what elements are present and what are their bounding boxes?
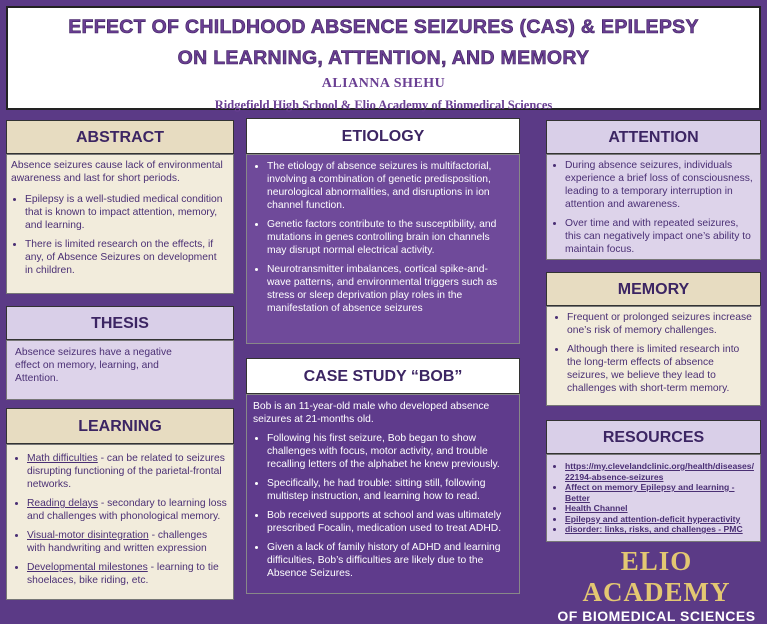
learning-item xyxy=(27,529,227,555)
etiology-list xyxy=(253,160,511,315)
case-study-bullet: • Specifically, he had trouble: sitting still, following multistep instruction, and learning how to read. xyxy=(267,477,511,503)
abstract-box xyxy=(6,154,234,294)
learning-term: Reading delays xyxy=(27,498,98,509)
thesis-text: Absence seizures have a negative effect on memory, learning, and Attention. xyxy=(15,347,172,384)
learning-box xyxy=(6,444,234,600)
case-study-list xyxy=(253,432,511,580)
learning-desc: - learning to tie shoelaces, bike riding, etc. xyxy=(27,562,219,586)
resource-link[interactable]: • Health Channel xyxy=(565,503,754,514)
poster-header xyxy=(6,6,761,110)
logo-line1: ELIO ACADEMY xyxy=(582,546,731,607)
poster-title-line1: EFFECT OF CHILDHOOD ABSENCE SEIZURES (CAS) & EPILEPSY xyxy=(68,16,699,38)
attention-list xyxy=(551,159,754,256)
resource-link[interactable]: • Affect on memory Epilepsy and learning - Better xyxy=(565,482,754,503)
abstract-bullet: • Epilepsy is a well-studied medical condition that is known to impact attention, memory, and learning. xyxy=(25,193,227,232)
learning-item xyxy=(27,497,227,523)
learning-desc: - secondary to learning loss and challenges with phonological memory. xyxy=(27,498,227,522)
case-study-intro: Bob is an 11-year-old male who developed absence seizures at 21-months old. xyxy=(253,401,490,425)
attention-bullet: • During absence seizures, individuals experience a brief loss of consciousness, leading to a temporary interruption in attention and awareness. xyxy=(565,159,754,211)
memory-box xyxy=(546,306,761,406)
case-study-bullet: • Given a lack of family history of ADHD and learning difficulties, Bob’s difficulties are likely due to the Absence Seizures. xyxy=(267,541,511,580)
author-name: ALIANNA SHEHU xyxy=(321,76,446,91)
abstract-intro: Absence seizures cause lack of environmental awareness and last for short periods. xyxy=(11,160,223,184)
school-affiliation: Ridgefield High School & Elio Academy of Biomedical Sciences xyxy=(214,98,553,112)
etiology-box xyxy=(246,154,520,344)
learning-desc: - challenges with handwriting and written expression xyxy=(27,530,208,554)
attention-bullet: • Over time and with repeated seizures, this can negatively impact one’s ability to maintain focus. xyxy=(565,217,754,256)
attention-heading: ATTENTION xyxy=(546,120,761,154)
thesis-box xyxy=(6,340,234,400)
learning-desc: - can be related to seizures disrupting functioning of the parietal-frontal networks. xyxy=(27,453,225,490)
etiology-bullet: • Neurotransmitter imbalances, cortical spike-and-wave patterns, and environmental triggers such as stress or sleep deprivation play roles in the manifestation of absence seizures xyxy=(267,263,511,315)
abstract-bullet: • There is limited research on the effects, if any, of Absence Seizures on development in children. xyxy=(25,238,227,277)
etiology-bullet: • Genetic factors contribute to the susceptibility, and mutations in genes controlling brain ion channels may disrupt normal electrical activity. xyxy=(267,218,511,257)
resources-list xyxy=(551,461,754,535)
poster-title-line2: ON LEARNING, ATTENTION, AND MEMORY xyxy=(177,47,590,69)
abstract-heading: ABSTRACT xyxy=(6,120,234,154)
learning-item xyxy=(27,452,227,491)
resources-box xyxy=(546,454,761,542)
attention-box xyxy=(546,154,761,260)
case-study-box xyxy=(246,394,520,594)
abstract-list xyxy=(11,193,227,277)
resource-link[interactable]: • https://my.clevelandclinic.org/health/diseases/22194-absence-seizures xyxy=(565,461,754,482)
learning-term: Math difficulties xyxy=(27,453,98,464)
resources-heading: RESOURCES xyxy=(546,420,761,454)
learning-term: Visual-motor disintegration xyxy=(27,530,149,541)
case-study-heading: CASE STUDY “BOB” xyxy=(246,358,520,394)
case-study-bullet: • Bob received supports at school and was ultimately prescribed Focalin, medication used to treat ADHD. xyxy=(267,509,511,535)
learning-list xyxy=(13,452,227,587)
case-study-bullet: • Following his first seizure, Bob began to show challenges with focus, motor activity, and trouble recalling letters of the alphabet he knew previously. xyxy=(267,432,511,471)
resource-link[interactable]: • Epilepsy and attention-deficit hyperactivity xyxy=(565,514,754,525)
elio-logo xyxy=(552,546,761,624)
resource-link[interactable]: • disorder: links, risks, and challenges - PMC xyxy=(565,524,754,535)
logo-line2: OF BIOMEDICAL SCIENCES xyxy=(557,608,756,624)
etiology-bullet: • The etiology of absence seizures is multifactorial, involving a combination of genetic predisposition, neurological abnormalities, and disruptions in ion channel function. xyxy=(267,160,511,212)
memory-bullet: • Frequent or prolonged seizures increase one’s risk of memory challenges. xyxy=(567,311,754,337)
learning-item xyxy=(27,561,227,587)
memory-list xyxy=(553,311,754,395)
memory-bullet: • Although there is limited research into the long-term effects of absence seizures, we believe they lead to challenges with short-term memory. xyxy=(567,343,754,395)
learning-term: Developmental milestones xyxy=(27,562,148,573)
learning-heading: LEARNING xyxy=(6,408,234,444)
etiology-heading: ETIOLOGY xyxy=(246,118,520,154)
thesis-heading: THESIS xyxy=(6,306,234,340)
memory-heading: MEMORY xyxy=(546,272,761,306)
